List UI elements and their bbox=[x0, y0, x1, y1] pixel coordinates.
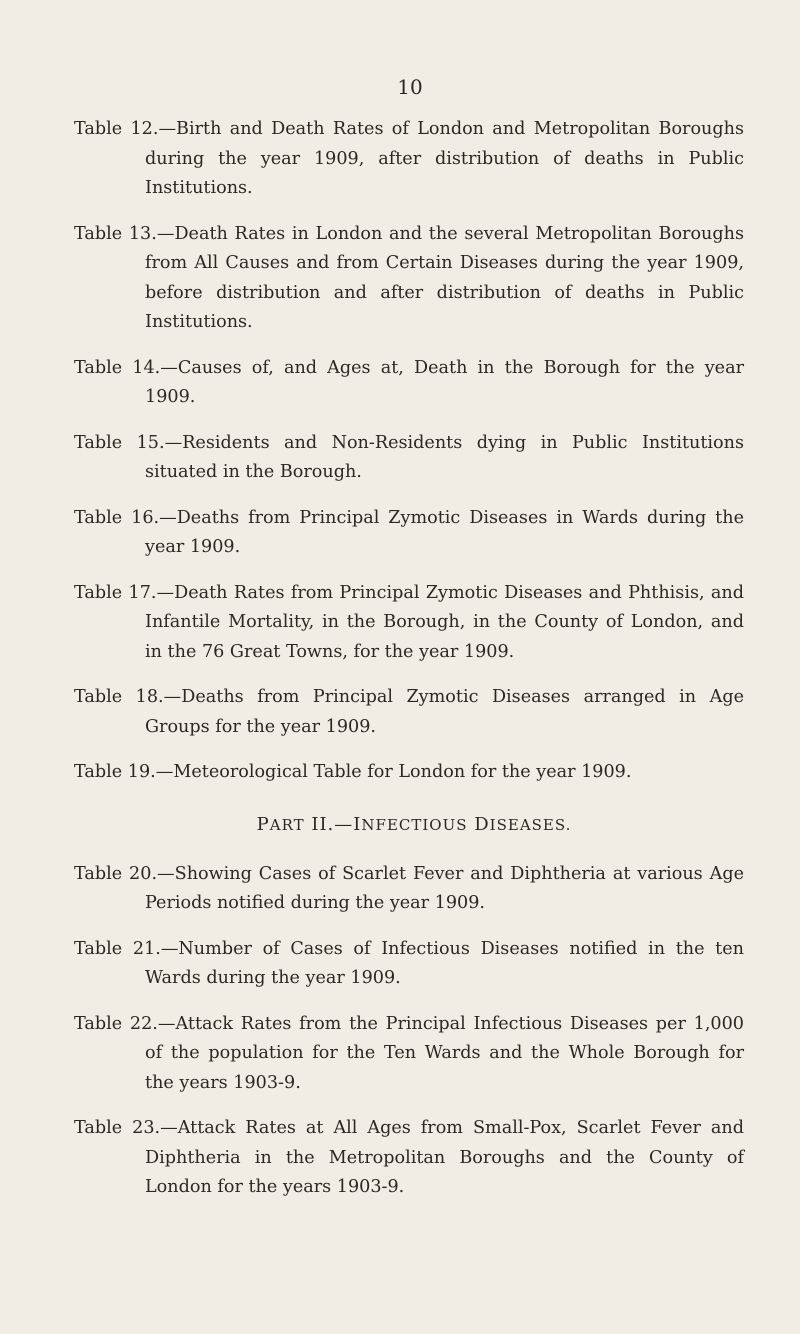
entry-label: Table 18. bbox=[74, 687, 164, 707]
list-item bbox=[74, 429, 744, 488]
entry-label: Table 12. bbox=[74, 119, 159, 139]
list-item bbox=[74, 354, 744, 413]
entry-text: —Attack Rates at All Ages from Small-Pox, Scarlet Fever and Diphtheria in the Metropolitan Boroughs and the County of London for the years 1903-9. bbox=[145, 1118, 744, 1197]
list-item bbox=[74, 579, 744, 668]
entry-text: —Residents and Non-Residents dying in Public Institutions situated in the Borough. bbox=[145, 432, 745, 482]
entry-text: —Meteorological Table for London for the year 1909. bbox=[155, 762, 632, 782]
entry-label: Table 23. bbox=[74, 1118, 161, 1138]
list-item bbox=[74, 935, 744, 994]
entry-label: Table 16. bbox=[74, 507, 160, 528]
entry-text: —Deaths from Principal Zymotic Diseases arranged in Age Groups for the year 1909. bbox=[145, 687, 744, 737]
list-item bbox=[74, 1010, 744, 1099]
entry-label: Table 21. bbox=[74, 938, 161, 959]
entry-text: —Number of Cases of Infectious Diseases notified in the ten Wards during the year 1909. bbox=[145, 938, 744, 988]
entry-label: Table 14. bbox=[74, 357, 161, 378]
entry-text: —Causes of, and Ages at, Death in the Borough for the year 1909. bbox=[145, 357, 744, 407]
list-item bbox=[74, 860, 744, 919]
entry-label: Table 17. bbox=[74, 582, 157, 603]
entry-text: —Birth and Death Rates of London and Metropolitan Boroughs during the year 1909, after distribution of deaths in Public Institutions. bbox=[145, 119, 744, 198]
entry-text: —Showing Cases of Scarlet Fever and Diphtheria at various Age Periods notified during the year 1909. bbox=[145, 863, 744, 913]
entry-label: Table 20. bbox=[74, 863, 158, 884]
entry-text: —Death Rates in London and the several Metropolitan Boroughs from All Causes and from Certain Diseases during the year 1909, before distribution and after distribution of deaths in Public Institutions. bbox=[145, 223, 744, 332]
entry-text: —Death Rates from Principal Zymotic Diseases and Phthisis, and Infantile Mortality, in the Borough, in the County of London, and in the 76 Great Towns, for the year 1909. bbox=[145, 582, 745, 662]
list-item bbox=[74, 683, 744, 742]
entry-text: —Deaths from Principal Zymotic Diseases in Wards during the year 1909. bbox=[145, 507, 744, 557]
table-list bbox=[74, 115, 744, 1219]
part-heading: PART II.—INFECTIOUS DISEASES. bbox=[256, 813, 572, 835]
list-item bbox=[74, 1114, 744, 1203]
page-number: 10 bbox=[397, 75, 423, 99]
list-item bbox=[74, 220, 744, 338]
list-item bbox=[74, 758, 744, 788]
list-item bbox=[74, 504, 744, 563]
list-item bbox=[74, 115, 744, 204]
entry-label: Table 22. bbox=[74, 1013, 158, 1034]
entry-text: —Attack Rates from the Principal Infectious Diseases per 1,000 of the population for the Ten Wards and the Whole Borough for the years 1903-9. bbox=[145, 1013, 744, 1093]
entry-label: Table 15. bbox=[74, 432, 165, 453]
entry-label: Table 13. bbox=[74, 223, 157, 244]
entry-label: Table 19. bbox=[74, 762, 156, 782]
